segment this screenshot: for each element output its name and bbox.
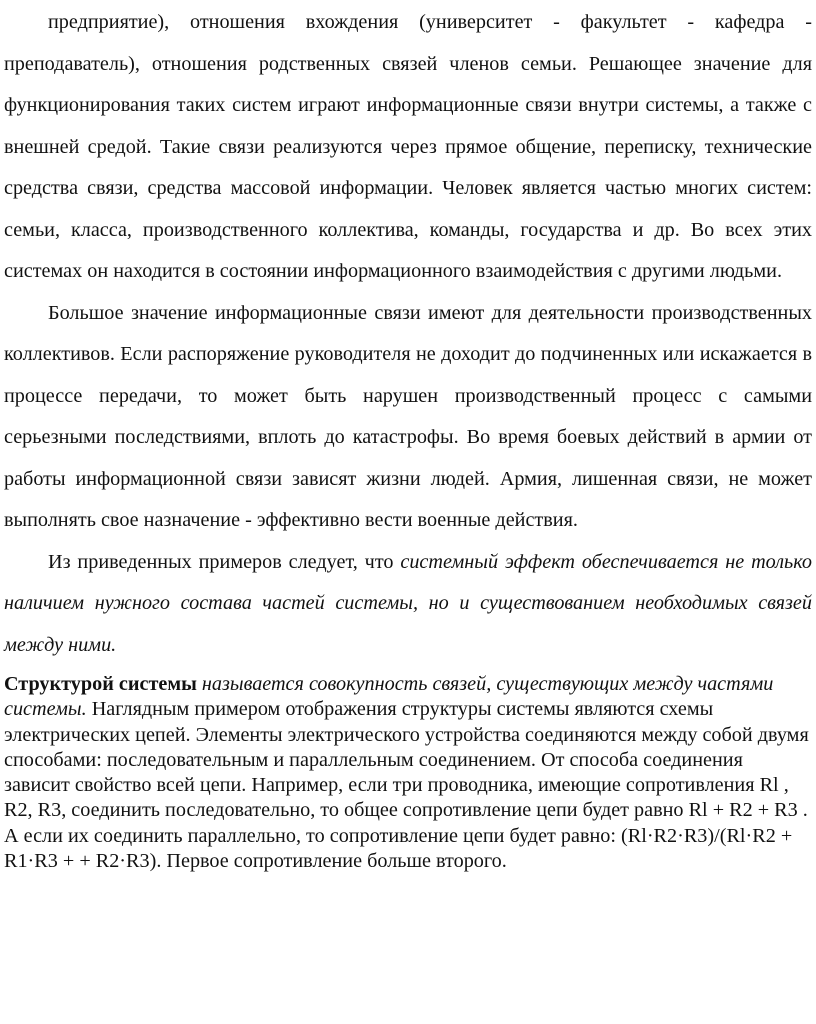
paragraph-system-effect [4, 542, 812, 667]
system-effect-lead: Из приведенных примеров следует, что [48, 550, 401, 573]
paragraph-system-structure [4, 672, 812, 874]
system-effect-statement: системный эффект обеспечивается не только наличием нужного состава частей системы, но и существованием необходимых связей между ними. [4, 550, 812, 656]
structure-term: Структурой системы [4, 673, 197, 695]
structure-body: Наглядным примером отображения структуры системы являются схемы электрических цепей. Элементы электрического устройства соединяются между собой двумя способами: последовательным и параллельным соединением. От способа соединения зависит свойство всей цепи. Например, если три проводника, имеющие сопротивления Rl , R2, R3, соединить последовательно, то общее сопротивление цепи будет равно Rl + R2 + R3 . А если их соединить параллельно, то сопротивление цепи будет равно: (Rl·R2·R3)/(Rl·R2 + R1·R3 + + R2·R3). Первое сопротивление больше второго. [4, 698, 809, 873]
paragraph-production-collectives: Большое значение информационные связи имеют для деятельности производственных коллективов. Если распоряжение руководителя не доходит до подчиненных или искажается в процессе передачи, то может быть нарушен производственный процесс с самыми серьезными последствиями, вплоть до катастрофы. Во время боевых действий в армии от работы информационной связи зависят жизни людей. Армия, лишенная связи, не может выполнять свое назначение - эффективно вести военные действия. [4, 301, 812, 531]
structure-definition: называется совокупность связей, существующих между частями системы. [4, 673, 774, 721]
paragraph-system-relations: предприятие), отношения вхождения (университет - факультет - кафедра - преподаватель), отношения родственных связей членов семьи. Решающее значение для функционирования таких систем играют информационные связи внутри системы, а также с внешней средой. Такие связи реализуются через прямое общение, переписку, технические средства связи, средства массовой информации. Человек является частью многих систем: семьи, класса, производственного коллектива, команды, государства и др. Во всех этих системах он находится в состоянии информационного взаимодействия с другими людьми. [4, 11, 812, 282]
